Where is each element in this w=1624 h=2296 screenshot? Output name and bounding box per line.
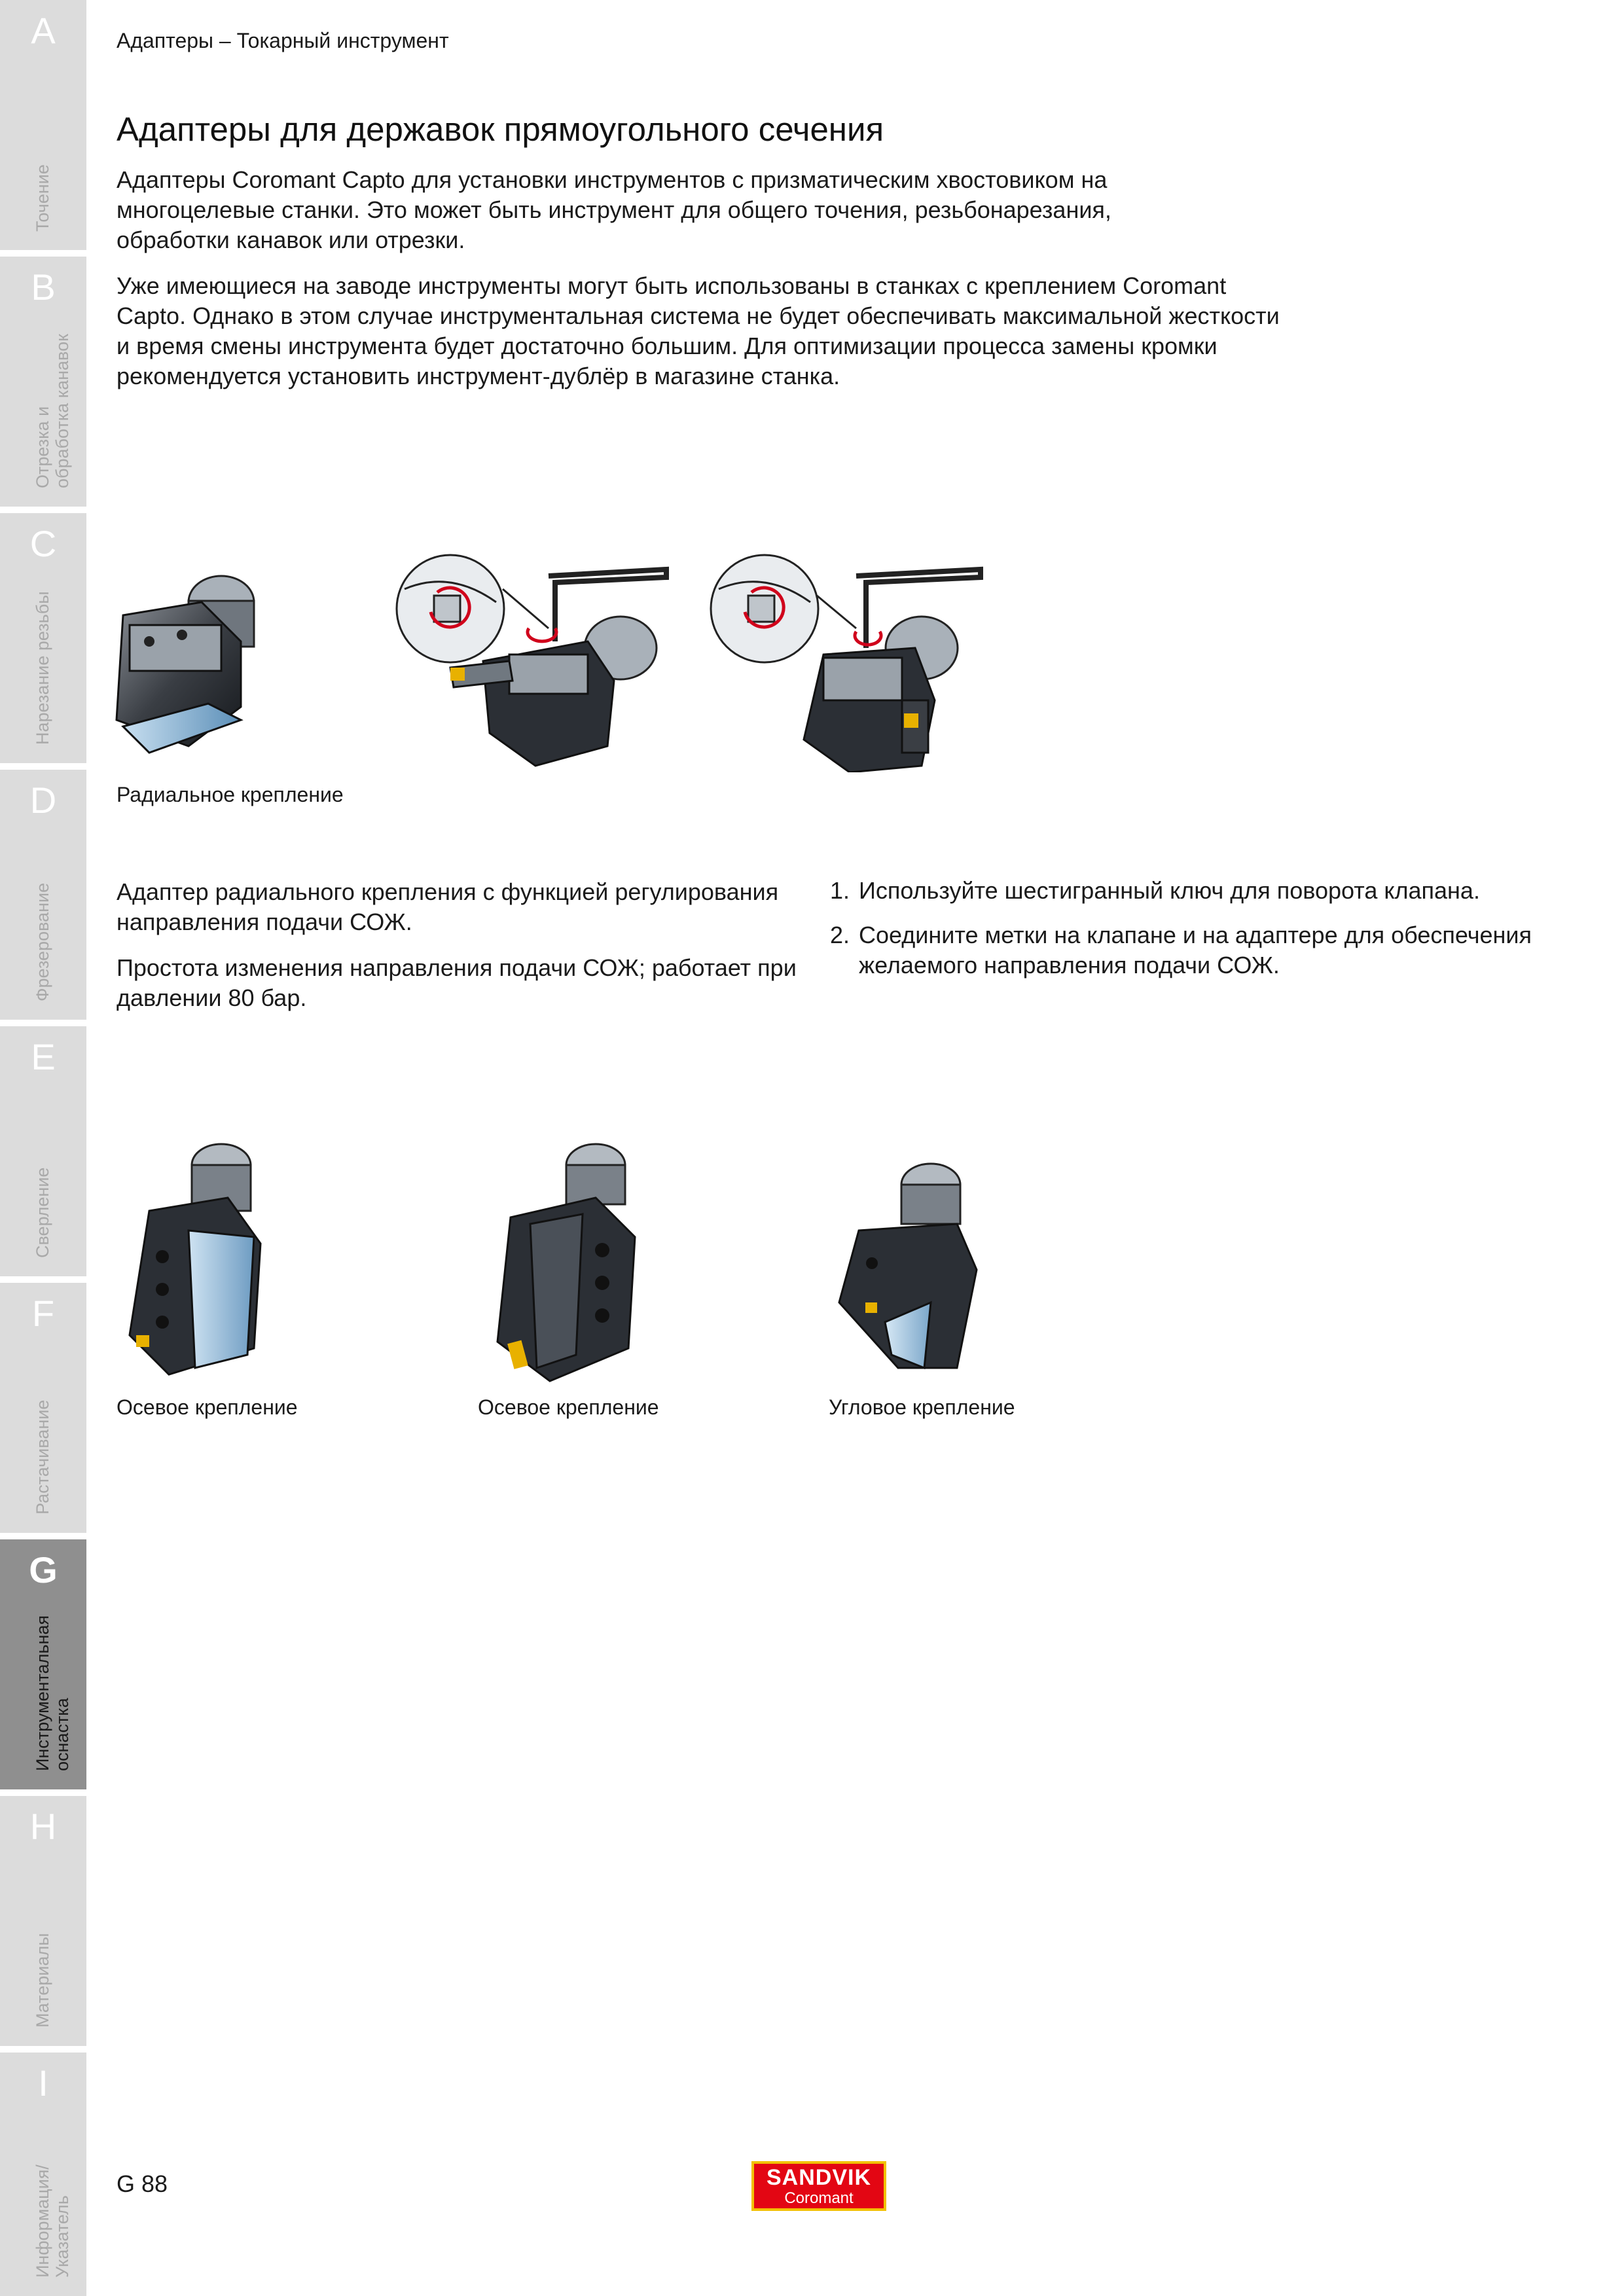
logo-line1: SANDVIK [766, 2165, 872, 2190]
tab-letter: A [31, 10, 56, 51]
tab-drilling[interactable] [0, 1026, 86, 1276]
tab-turning[interactable] [0, 0, 86, 250]
list-item [830, 876, 1583, 906]
tab-parting-grooving[interactable] [0, 257, 86, 507]
tab-milling[interactable] [0, 770, 86, 1020]
logo-line2: Coromant [784, 2189, 854, 2207]
tab-letter: C [29, 523, 57, 564]
tab-letter: H [29, 1806, 57, 1847]
tab-label: Точение [33, 164, 52, 232]
axial-caption-2: Осевое крепление [478, 1395, 659, 1419]
axial-caption-1: Осевое крепление [117, 1395, 298, 1419]
radial-adapter-image [110, 563, 280, 759]
tab-tooling-systems[interactable] [0, 1539, 86, 1789]
radial-description-1: Адаптер радиального крепления с функцией регулирования направления подачи СОЖ. [117, 878, 779, 935]
breadcrumb: Адаптеры – Токарный инструмент [117, 29, 449, 52]
tab-boring[interactable] [0, 1283, 86, 1533]
angled-caption: Угловое крепление [829, 1395, 1015, 1419]
radial-description-2: Простота изменения направления подачи СОЖ; работает при давлении 80 бар. [117, 954, 797, 1011]
tab-label: Нарезание резьбы [33, 591, 52, 745]
list-item [830, 920, 1583, 980]
tab-label: Инструментальная оснастка [33, 1615, 72, 1771]
step-number: 2. [830, 922, 850, 948]
radial-adapter-coolant-step1-image [391, 550, 693, 772]
tab-letter: B [31, 266, 56, 308]
tab-label: Сверление [33, 1167, 52, 1258]
tab-label: Фрезерование [33, 882, 52, 1001]
step-number: 1. [830, 877, 850, 904]
axial-adapter-image-2 [471, 1139, 668, 1388]
radial-caption: Радиальное крепление [117, 783, 344, 806]
tab-materials[interactable] [0, 1796, 86, 2046]
intro-paragraph-2: Уже имеющиеся на заводе инструменты могут быть использованы в станках с креплением Coromant Capto. Однако в этом случае инструментальная система не будет обеспечивать максимальной жесткости и время смены инструмента будет достаточно большим. Для оптимизации процесса замены кромки рекомендуется установить инструмент-дублёр в магазине станка. [117, 272, 1280, 389]
steps-list [830, 876, 1583, 995]
tab-label: Информация/ Указатель [33, 2164, 72, 2278]
tab-letter: F [31, 1293, 55, 1334]
tab-label: Материалы [33, 1933, 52, 2028]
tab-threading[interactable] [0, 513, 86, 763]
tab-label: Растачивание [33, 1399, 52, 1515]
tab-label: Отрезка и обработка канавок [33, 334, 72, 488]
tab-letter: E [31, 1036, 56, 1077]
tab-letter: G [29, 1549, 58, 1590]
tab-info-index[interactable] [0, 2053, 86, 2296]
intro-paragraph-1: Адаптеры Coromant Capto для установки инструментов с призматическим хвостовиком на многоцелевые станки. Это может быть инструмент для общего точения, резьбонарезания, обработки канавок или отрезки. [117, 166, 1111, 253]
step-text: Соедините метки на клапане и на адаптере для обеспечения желаемого направления подачи СОЖ. [859, 922, 1532, 978]
radial-adapter-coolant-step2-image [706, 550, 994, 772]
step-text: Используйте шестигранный ключ для поворота клапана. [859, 877, 1480, 904]
tab-letter: I [38, 2062, 48, 2104]
page-number: G 88 [117, 2170, 168, 2197]
sandvik-coromant-logo [751, 2161, 886, 2211]
page-title: Адаптеры для державок прямоугольного сечения [117, 111, 884, 148]
angled-adapter-image [826, 1158, 996, 1381]
axial-adapter-image-1 [110, 1139, 280, 1388]
tab-letter: D [29, 780, 57, 821]
section-sidebar [0, 0, 86, 2296]
